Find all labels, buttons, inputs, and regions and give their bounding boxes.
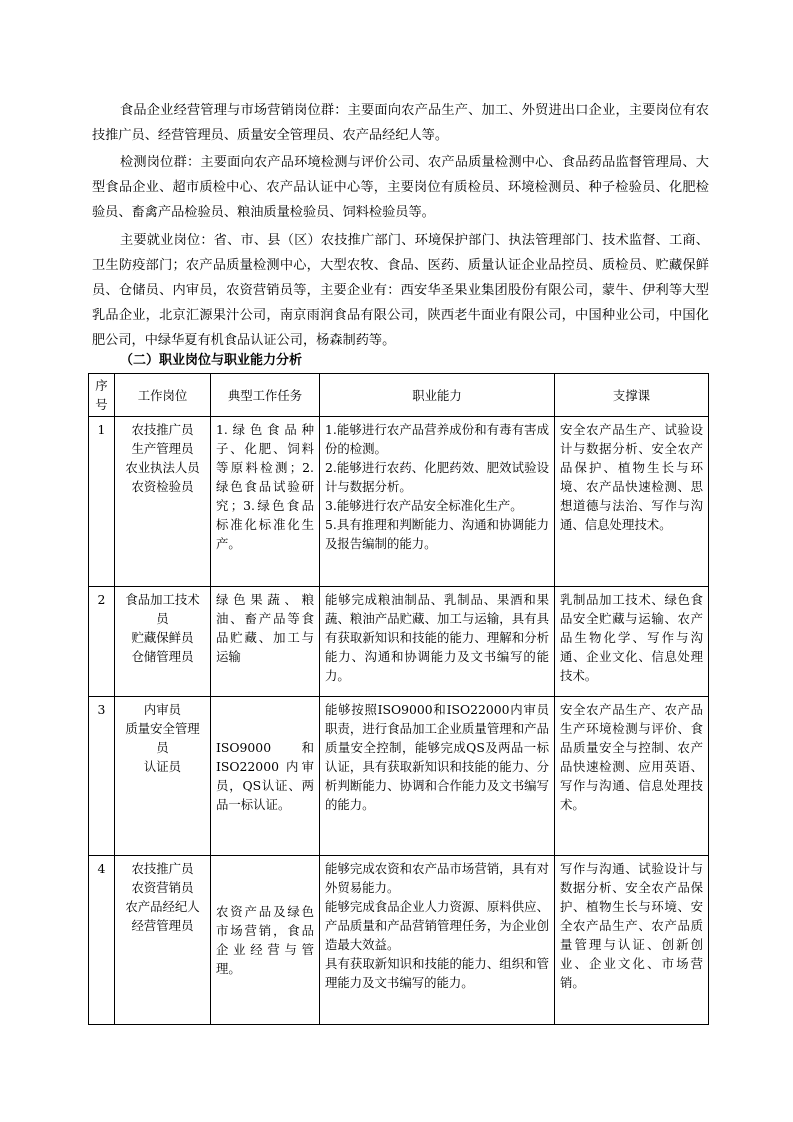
- position: 食品加工技术员: [125, 592, 200, 626]
- position: 质量安全管理员: [125, 721, 200, 755]
- paragraph-main-employment: 主要就业岗位：省、市、县（区）农技推广部门、环境保护部门、执法管理部门、技术监督、工商、卫生防疫部门；农产品质量检测中心，大型农牧、食品、医药、质量认证企业品控员、质检员、贮藏保鲜员、仓储员、内审员，农资营销员等，主要企业有：西安华圣果业集团股份有限公司，蒙牛、伊利等大型乳品企业，北京汇源果汁公司，南京雨润食品有限公司，陕西老牛面业有限公司，中国种业公司，中国化肥公司，中绿华夏有机食品认证公司，杨森制药等。: [92, 233, 709, 348]
- table-header-row: [89, 374, 709, 417]
- abilities-cell: [320, 587, 555, 697]
- courses-cell: 乳制品加工技术、绿色食品安全贮藏与运输、农产品生物化学、写作与沟通、企业文化、信息处理技术。: [555, 587, 709, 697]
- header-position: 工作岗位: [115, 374, 211, 417]
- row-number: 3: [89, 697, 115, 856]
- table-row: [89, 417, 709, 587]
- table-row: [89, 587, 709, 697]
- position: 农技推广员: [131, 861, 194, 876]
- abilities-cell: [320, 417, 555, 587]
- ability-item: 能够按照ISO9000和ISO22000内审员职责，进行食品加工企业质量管理和产品质量安全控制，能够完成QS及两品一标认证，具有获取新知识和技能的能力、分析判断能力、协调和合作能力及文书编写的能力。: [325, 702, 549, 812]
- header-no: 序号: [89, 374, 115, 417]
- position: 内审员: [143, 702, 182, 717]
- ability-item: 能够完成粮油制品、乳制品、果酒和果蔬、粮油产品贮藏、加工与运输，具有具有获取新知识和技能的能力、理解和分析能力、沟通和协调能力及文书编写的能力。: [325, 592, 549, 683]
- table-row: [89, 697, 709, 856]
- tasks-cell: 绿色果蔬、粮油、畜产品等食品贮藏、加工与运输: [211, 587, 320, 697]
- position: 经营管理员: [131, 918, 194, 933]
- position: 农技推广员: [131, 422, 194, 437]
- ability-item: 5.具有推理和判断能力、沟通和协调能力及报告编制的能力。: [325, 517, 549, 551]
- ability-item: 具有获取新知识和技能的能力、组织和管理能力及文书编写的能力。: [325, 956, 549, 990]
- positions-cell: [115, 417, 211, 587]
- courses-cell: 写作与沟通、试验设计与数据分析、安全农产品保护、植物生长与环境、安全农产品生产、农产品质量管理与认证、创新创业、企业文化、市场营销。: [555, 856, 709, 1025]
- position: 农业执法人员: [125, 460, 200, 475]
- header-courses: 支撑课: [555, 374, 709, 417]
- courses-cell: 安全农产品生产、试验设计与数据分析、安全农产品保护、植物生长与环境、农产品快速检测、思想道德与法治、写作与沟通、信息处理技术。: [555, 417, 709, 587]
- positions-cell: [115, 856, 211, 1025]
- row-number: 4: [89, 856, 115, 1025]
- position: 贮藏保鲜员: [131, 630, 194, 645]
- position: 认证员: [143, 759, 182, 774]
- tasks-cell: 1.绿色食品种子、化肥、饲料等原料检测；2.绿色食品试验研究；3.绿色食品标准化标准化生产。: [211, 417, 320, 587]
- header-abilities: 职业能力: [320, 374, 555, 417]
- job-ability-table: [88, 373, 709, 1025]
- ability-item: 能够完成食品企业人力资源、原料供应、产品质量和产品营销管理任务，为企业创造最大效益。: [325, 899, 549, 952]
- header-tasks: 典型工作任务: [211, 374, 320, 417]
- positions-cell: [115, 697, 211, 856]
- position: 仓储管理员: [131, 649, 194, 664]
- ability-item: 能够完成农资和农产品市场营销，具有对外贸易能力。: [325, 861, 549, 895]
- position: 农资营销员: [131, 880, 194, 895]
- row-number: 1: [89, 417, 115, 587]
- position: 农产品经纪人: [125, 899, 200, 914]
- row-number: 2: [89, 587, 115, 697]
- position: 生产管理员: [131, 441, 194, 456]
- abilities-cell: [320, 856, 555, 1025]
- tasks-cell: 农资产品及绿色市场营销，食品企业经营与管理。: [211, 856, 320, 1025]
- courses-cell: 安全农产品生产、农产品生产环境检测与评价、食品质量安全与控制、农产品快速检测、应用英语、写作与沟通、信息处理技术。: [555, 697, 709, 856]
- paragraph-food-enterprise-jobs: 食品企业经营管理与市场营销岗位群：主要面向农产品生产、加工、外贸进出口企业，主要岗位有农技推广员、经营管理员、质量安全管理员、农产品经纪人等。: [92, 103, 709, 143]
- position: 农资检验员: [131, 479, 194, 494]
- section-title: （二）职业岗位与职业能力分析: [120, 353, 303, 368]
- table-row: [89, 856, 709, 1025]
- ability-item: 1.能够进行农产品营养成份和有毒有害成份的检测。: [325, 422, 549, 456]
- ability-item: 3.能够进行农产品安全标准化生产。: [325, 498, 523, 513]
- positions-cell: [115, 587, 211, 697]
- ability-item: 2.能够进行农药、化肥药效、肥效试验设计与数据分析。: [325, 460, 549, 494]
- paragraph-testing-jobs: 检测岗位群：主要面向农产品环境检测与评价公司、农产品质量检测中心、食品药品监督管理局、大型食品企业、超市质检中心、农产品认证中心等，主要岗位有质检员、环境检测员、种子检验员、化肥检验员、畜禽产品检验员、粮油质量检验员、饲料检验员等。: [92, 155, 709, 220]
- tasks-cell: ISO9000 和 ISO22000 内审员，QS认证、两品一标认证。: [211, 697, 320, 856]
- abilities-cell: [320, 697, 555, 856]
